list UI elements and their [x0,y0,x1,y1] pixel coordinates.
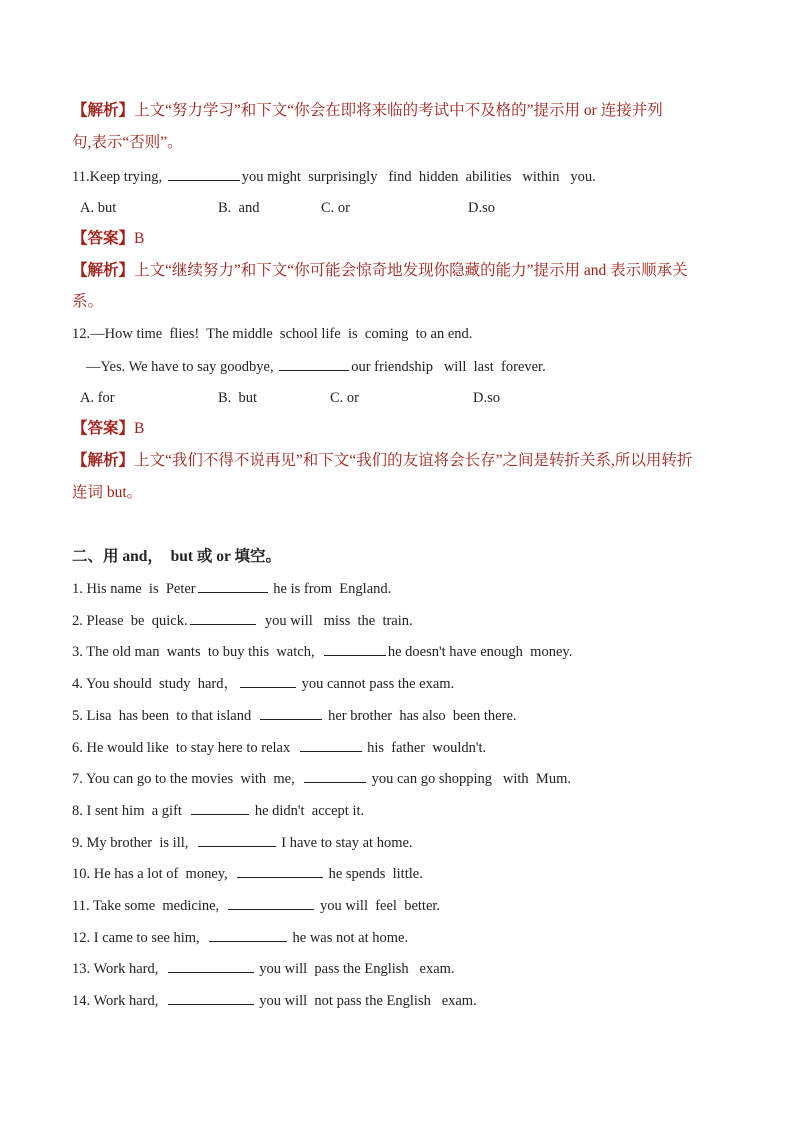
question-text: our friendship will last forever. [351,359,546,375]
fill-item-7 [72,768,571,789]
item-text: you will miss the train. [257,613,413,629]
answer-blank[interactable] [228,895,314,910]
item-text: 10. He has a lot of money, [72,866,235,882]
item-text: 8. I sent him a gift [72,803,190,819]
option-d[interactable]: D.so [473,390,500,406]
answer-blank[interactable] [279,356,349,371]
item-text: 11. Take some medicine, [72,898,227,914]
item-text: 12. I came to see him, [72,930,207,946]
fill-item-12 [72,927,408,948]
analysis-tag: 【解析】 [72,262,135,279]
answer-blank[interactable] [190,610,256,625]
analysis-10-line-2 [72,133,183,153]
answer-tag: 【答案】 [72,420,135,437]
question-text: —Yes. We have to say goodbye, [86,359,278,375]
answer-11 [72,229,144,249]
answer-blank[interactable] [260,705,322,720]
option-b[interactable]: B. and [218,200,260,216]
answer-value: B [134,420,145,437]
item-text: you will pass the English exam. [255,961,455,977]
question-12-stem-2 [86,356,546,377]
fill-item-2 [72,610,413,631]
item-text: you will feel better. [316,898,441,914]
analysis-tag: 【解析】 [72,102,135,119]
analysis-12-line-2 [72,483,142,503]
item-text: 9. My brother is ill, [72,835,196,851]
answer-blank[interactable] [191,800,249,815]
item-text: you can go shopping with Mum. [367,771,571,787]
option-d[interactable]: D.so [468,200,495,216]
answer-blank[interactable] [240,673,296,688]
item-text: 4. You should study hard， [72,676,238,692]
question-text: 11.Keep trying, [72,169,166,185]
analysis-text: 上文“我们不得不说再见”和下文“我们的友谊将会长存”之间是转折关系,所以用转折 [134,452,693,469]
item-text: I have to stay at home. [277,835,413,851]
fill-item-3 [72,641,572,662]
analysis-text: 句,表示“否则”。 [72,134,183,151]
item-text: 13. Work hard, [72,961,166,977]
fill-item-1 [72,578,391,599]
answer-blank[interactable] [300,737,362,752]
analysis-text: 系。 [72,293,104,310]
option-a[interactable]: A. for [80,390,115,406]
item-text: he spends little. [324,866,423,882]
item-text: 7. You can go to the movies with me, [72,771,302,787]
question-12-stem-1 [72,324,472,344]
option-c[interactable]: C. or [321,200,350,216]
item-text: 3. The old man wants to buy this watch, [72,644,322,660]
analysis-12-line-1 [72,451,692,471]
analysis-10-line-1 [72,101,663,121]
option-a[interactable]: A. but [80,200,117,216]
item-text: his father wouldn't. [363,740,487,756]
fill-item-4 [72,673,454,694]
question-11-stem [72,166,596,187]
item-text: 6. He would like to stay here to relax [72,740,298,756]
analysis-11-line-2 [72,292,103,312]
section-heading: 二、用 and， but 或 or 填空。 [72,548,281,565]
question-11-options [80,198,640,218]
answer-blank[interactable] [324,641,386,656]
fill-item-5 [72,705,517,726]
item-text: 14. Work hard, [72,993,166,1009]
item-text: 1. His name is Peter [72,581,196,597]
analysis-text: 上文“继续努力”和下文“你可能会惊奇地发现你隐藏的能力”提示用 and 表示顺承关 [134,262,688,279]
answer-blank[interactable] [198,578,268,593]
item-text: 5. Lisa has been to that island [72,708,259,724]
fill-item-10 [72,863,423,884]
item-text: he didn't accept it. [251,803,365,819]
question-12-options [80,388,640,408]
item-text: he doesn't have enough money. [387,644,573,660]
answer-blank[interactable] [168,990,254,1005]
item-text: you cannot pass the exam. [297,676,455,692]
option-b[interactable]: B. but [218,390,258,406]
answer-value: B [134,230,145,247]
item-text: you will not pass the English exam. [255,993,477,1009]
fill-item-6 [72,737,486,758]
answer-12 [72,419,144,439]
fill-item-11 [72,895,440,916]
item-text: her brother has also been there. [324,708,517,724]
question-text: you might surprisingly find hidden abilities within you. [241,169,596,185]
fill-item-8 [72,800,364,821]
analysis-11-line-1 [72,261,688,281]
analysis-text: 上文“努力学习”和下文“你会在即将来临的考试中不及格的”提示用 or 连接并列 [134,102,663,119]
question-text: 12.—How time flies! The middle school life is coming to an end. [72,326,473,342]
item-text: he is from England. [269,581,392,597]
answer-blank[interactable] [168,958,254,973]
answer-blank[interactable] [304,768,366,783]
item-text: he was not at home. [288,930,409,946]
answer-blank[interactable] [209,927,287,942]
option-c[interactable]: C. or [330,390,359,406]
answer-blank[interactable] [168,166,240,181]
item-text: 2. Please be quick. [72,613,188,629]
answer-blank[interactable] [237,863,323,878]
answer-blank[interactable] [198,832,276,847]
fill-item-9 [72,832,413,853]
fill-item-13 [72,958,455,979]
answer-tag: 【答案】 [72,230,135,247]
fill-item-14 [72,990,477,1011]
analysis-tag: 【解析】 [72,452,135,469]
analysis-text: 连词 but。 [72,484,143,501]
